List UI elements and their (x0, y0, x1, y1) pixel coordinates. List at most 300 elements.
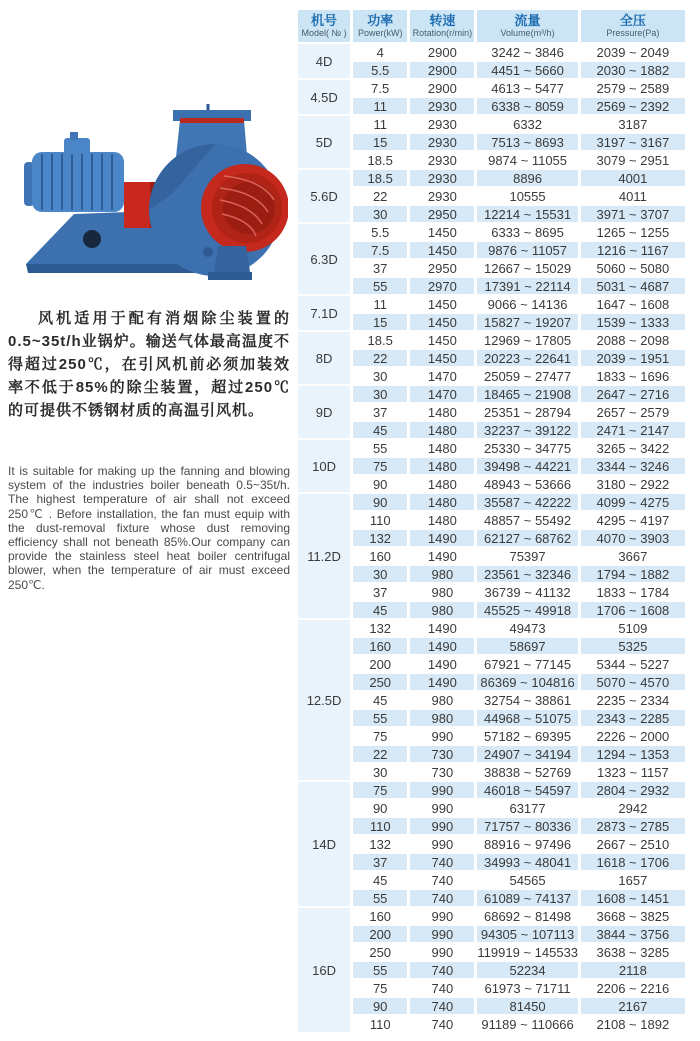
volume-cell: 119919 ~ 145533 (477, 944, 579, 960)
table-header-row (298, 10, 685, 42)
rotation-cell: 740 (431, 980, 454, 996)
column-header-rotation-en: Rotation(r/min) (412, 28, 473, 38)
pressure-cell: 2108 ~ 1892 (596, 1016, 670, 1032)
rotation-cell: 1470 (410, 386, 474, 402)
volume-cell: 6338 ~ 8059 (477, 98, 577, 114)
pressure-cell: 4099 ~ 4275 (581, 494, 685, 510)
description-english: It is suitable for making up the fanning and blowing system of the industries boiler beneath 0.5~35t/h. The highest temperature of air shall not exceed 250℃ . Before installation, the fan must equip with the dust-removal fixture whose dust removing efficiency shall not beneath 85%.Our company can provide the stainless steel heat boiler centrifugal blower, when the temperature of air must exceed 250℃. (8, 464, 290, 592)
rotation-cell: 1450 (427, 224, 457, 240)
volume-cell: 57182 ~ 69395 (483, 728, 572, 744)
rotation-cell: 740 (410, 998, 474, 1014)
column-header-rotation-zh: 转速 (429, 13, 456, 28)
column-header-pressure (581, 10, 685, 42)
rotation-cell: 1480 (410, 422, 474, 438)
pressure-cell: 1657 (618, 872, 648, 888)
power-cell: 90 (353, 998, 407, 1014)
rotation-cell: 1480 (427, 476, 457, 492)
rotation-cell: 990 (410, 926, 474, 942)
table-row (298, 926, 685, 942)
power-cell: 11 (373, 116, 387, 132)
table-row (298, 602, 685, 618)
rotation-cell: 1490 (410, 674, 474, 690)
table-row (298, 944, 685, 960)
table-row (298, 800, 685, 816)
table-row (298, 962, 685, 978)
rotation-cell: 2930 (410, 170, 474, 186)
volume-cell: 34993 ~ 48041 (477, 854, 577, 870)
pressure-cell: 5031 ~ 4687 (581, 278, 685, 294)
rotation-cell: 990 (431, 944, 454, 960)
rotation-cell: 1450 (410, 314, 474, 330)
volume-cell: 46018 ~ 54597 (477, 782, 577, 798)
pressure-cell: 2569 ~ 2392 (581, 98, 685, 114)
power-cell: 250 (369, 944, 392, 960)
pressure-cell: 1618 ~ 1706 (581, 854, 685, 870)
column-header-power-en: Power(kW) (357, 28, 403, 38)
pressure-cell: 3971 ~ 3707 (581, 206, 685, 222)
power-cell: 45 (372, 872, 388, 888)
pressure-cell: 2039 ~ 2049 (596, 44, 670, 60)
power-cell: 132 (369, 836, 392, 852)
table-row (298, 908, 685, 924)
rotation-cell: 2930 (410, 134, 474, 150)
model-cell: 14D (298, 782, 350, 906)
table-row (298, 620, 685, 636)
rotation-cell: 1450 (427, 332, 457, 348)
volume-cell: 71757 ~ 80336 (477, 818, 577, 834)
table-row (298, 404, 685, 420)
pressure-cell: 2804 ~ 2932 (581, 782, 685, 798)
pressure-cell: 2873 ~ 2785 (581, 818, 685, 834)
power-cell: 132 (369, 620, 392, 636)
pressure-cell: 1323 ~ 1157 (596, 764, 669, 780)
volume-cell: 35587 ~ 42222 (477, 494, 577, 510)
pressure-cell: 1294 ~ 1353 (581, 746, 685, 762)
volume-cell: 75397 (509, 548, 546, 564)
table-row (298, 836, 685, 852)
table-row (298, 278, 685, 294)
power-cell: 45 (353, 602, 407, 618)
rotation-cell: 2930 (427, 152, 457, 168)
spec-table-body (298, 44, 685, 1032)
pressure-cell: 2942 (618, 800, 648, 816)
pressure-cell: 1706 ~ 1608 (581, 602, 685, 618)
volume-cell: 48943 ~ 53666 (483, 476, 572, 492)
column-header-model-en: Model( № ) (301, 28, 347, 38)
centrifugal-fan-image (12, 96, 288, 288)
pressure-cell: 1833 ~ 1696 (596, 368, 670, 384)
power-cell: 75 (372, 728, 388, 744)
power-cell: 75 (353, 782, 407, 798)
volume-cell: 81450 (477, 998, 577, 1014)
table-row (298, 782, 685, 798)
volume-cell: 7513 ~ 8693 (477, 134, 577, 150)
table-row (298, 980, 685, 996)
power-cell: 75 (372, 980, 388, 996)
model-cell: 11.2D (298, 494, 350, 618)
table-row (298, 584, 685, 600)
power-cell: 4 (376, 44, 384, 60)
table-row (298, 728, 685, 744)
rotation-cell: 1490 (427, 656, 457, 672)
pressure-cell: 3844 ~ 3756 (581, 926, 685, 942)
power-cell: 45 (353, 422, 407, 438)
volume-cell: 9066 ~ 14136 (487, 296, 568, 312)
pressure-cell: 2030 ~ 1882 (581, 62, 685, 78)
power-cell: 90 (372, 800, 388, 816)
volume-cell: 9874 ~ 11055 (488, 152, 568, 168)
pressure-cell: 1539 ~ 1333 (581, 314, 685, 330)
table-row (298, 530, 685, 546)
volume-cell: 39498 ~ 44221 (477, 458, 577, 474)
model-cell: 5.6D (298, 170, 350, 222)
volume-cell: 63177 (509, 800, 546, 816)
column-header-volume-en: Volume(m³/h) (500, 28, 555, 38)
table-row (298, 890, 685, 906)
power-cell: 200 (353, 926, 407, 942)
model-cell: 6.3D (298, 224, 350, 294)
rotation-cell: 1480 (410, 494, 474, 510)
table-row (298, 458, 685, 474)
power-cell: 55 (372, 440, 388, 456)
power-cell: 75 (353, 458, 407, 474)
power-cell: 132 (353, 530, 407, 546)
pressure-cell: 2667 ~ 2510 (596, 836, 670, 852)
power-cell: 22 (353, 746, 407, 762)
power-cell: 45 (372, 692, 388, 708)
power-cell: 250 (353, 674, 407, 690)
column-header-pressure-zh: 全压 (619, 13, 646, 28)
volume-cell: 61089 ~ 74137 (477, 890, 577, 906)
table-row (298, 476, 685, 492)
pressure-cell: 2647 ~ 2716 (581, 386, 685, 402)
volume-cell: 54565 (509, 872, 546, 888)
table-row (298, 998, 685, 1014)
pressure-cell: 2657 ~ 2579 (596, 404, 670, 420)
table-row (298, 260, 685, 276)
volume-cell: 52234 (477, 962, 577, 978)
left-panel (0, 0, 295, 1041)
power-cell: 37 (372, 584, 388, 600)
table-row (298, 206, 685, 222)
model-cell: 4.5D (298, 80, 350, 114)
volume-cell: 9876 ~ 11057 (477, 242, 577, 258)
pressure-cell: 2088 ~ 2098 (596, 332, 670, 348)
rotation-cell: 990 (410, 782, 474, 798)
volume-cell: 4613 ~ 5477 (491, 80, 564, 96)
table-row (298, 692, 685, 708)
model-cell: 12.5D (298, 620, 350, 780)
rotation-cell: 740 (431, 872, 454, 888)
model-cell: 7.1D (298, 296, 350, 330)
model-cell: 4D (298, 44, 350, 78)
pressure-cell: 1833 ~ 1784 (596, 584, 670, 600)
power-cell: 37 (372, 260, 388, 276)
rotation-cell: 730 (431, 764, 454, 780)
volume-cell: 36739 ~ 41132 (484, 584, 571, 600)
rotation-cell: 2900 (427, 80, 457, 96)
volume-cell: 4451 ~ 5660 (477, 62, 577, 78)
table-row (298, 296, 685, 312)
column-header-volume-zh: 流量 (514, 13, 541, 28)
power-cell: 90 (372, 476, 388, 492)
pressure-cell: 2039 ~ 1951 (581, 350, 685, 366)
rotation-cell: 740 (410, 854, 474, 870)
power-cell: 30 (353, 566, 407, 582)
volume-cell: 3242 ~ 3846 (491, 44, 564, 60)
pressure-cell: 2471 ~ 2147 (581, 422, 685, 438)
power-cell: 18.5 (367, 152, 393, 168)
volume-cell: 32237 ~ 39122 (477, 422, 577, 438)
rotation-cell: 2900 (410, 62, 474, 78)
rotation-cell: 730 (410, 746, 474, 762)
table-row (298, 188, 685, 204)
table-row (298, 386, 685, 402)
volume-cell: 38838 ~ 52769 (483, 764, 572, 780)
power-cell: 37 (353, 854, 407, 870)
pressure-cell: 1216 ~ 1167 (581, 242, 685, 258)
rotation-cell: 980 (410, 602, 474, 618)
volume-cell: 25330 ~ 34775 (483, 440, 572, 456)
rotation-cell: 980 (410, 566, 474, 582)
power-cell: 18.5 (367, 332, 393, 348)
table-row (298, 152, 685, 168)
table-row (298, 818, 685, 834)
power-cell: 110 (369, 512, 391, 528)
power-cell: 55 (353, 710, 407, 726)
volume-cell: 20223 ~ 22641 (477, 350, 577, 366)
rotation-cell: 2930 (427, 116, 457, 132)
pressure-cell: 3265 ~ 3422 (596, 440, 670, 456)
table-row (298, 368, 685, 384)
rotation-cell: 1490 (427, 548, 457, 564)
pressure-cell: 2579 ~ 2589 (596, 80, 670, 96)
table-row (298, 548, 685, 564)
spec-table-container (295, 8, 688, 1034)
volume-cell: 25059 ~ 27477 (483, 368, 572, 384)
power-cell: 22 (353, 350, 407, 366)
power-cell: 160 (369, 548, 392, 564)
volume-cell: 67921 ~ 77145 (483, 656, 572, 672)
table-row (298, 494, 685, 510)
power-cell: 110 (353, 818, 407, 834)
pressure-cell: 5344 ~ 5227 (596, 656, 670, 672)
volume-cell: 6332 (513, 116, 543, 132)
table-row (298, 98, 685, 114)
pressure-cell: 2206 ~ 2216 (596, 980, 670, 996)
pressure-cell: 5325 (581, 638, 685, 654)
pressure-cell: 1647 ~ 1608 (596, 296, 670, 312)
rotation-cell: 1480 (410, 458, 474, 474)
rotation-cell: 740 (410, 962, 474, 978)
rotation-cell: 1450 (410, 242, 474, 258)
rotation-cell: 1490 (427, 620, 457, 636)
power-cell: 11 (373, 296, 387, 312)
column-header-rotation (410, 10, 474, 42)
table-row (298, 422, 685, 438)
volume-cell: 32754 ~ 38861 (483, 692, 572, 708)
rotation-cell: 740 (410, 890, 474, 906)
power-cell: 110 (369, 1016, 391, 1032)
volume-cell: 44968 ~ 51075 (477, 710, 577, 726)
power-cell: 90 (353, 494, 407, 510)
column-header-volume (477, 10, 577, 42)
power-cell: 15 (353, 314, 407, 330)
table-row (298, 512, 685, 528)
power-cell: 55 (353, 278, 407, 294)
rotation-cell: 1470 (427, 368, 457, 384)
table-row (298, 566, 685, 582)
power-cell: 55 (353, 962, 407, 978)
pressure-cell: 1265 ~ 1255 (596, 224, 670, 240)
pressure-cell: 1794 ~ 1882 (581, 566, 685, 582)
rotation-cell: 2900 (427, 44, 457, 60)
volume-cell: 23561 ~ 32346 (477, 566, 577, 582)
table-row (298, 332, 685, 348)
volume-cell: 91189 ~ 110666 (481, 1016, 574, 1032)
volume-cell: 25351 ~ 28794 (483, 404, 572, 420)
pressure-cell: 2118 (581, 962, 685, 978)
rotation-cell: 740 (431, 1016, 454, 1032)
pressure-cell: 3668 ~ 3825 (596, 908, 670, 924)
power-cell: 160 (369, 908, 392, 924)
table-row (298, 134, 685, 150)
model-cell: 10D (298, 440, 350, 492)
model-cell: 8D (298, 332, 350, 384)
table-row (298, 764, 685, 780)
volume-cell: 18465 ~ 21908 (477, 386, 577, 402)
table-row (298, 440, 685, 456)
table-row (298, 314, 685, 330)
rotation-cell: 990 (431, 800, 454, 816)
power-cell: 30 (372, 368, 388, 384)
table-row (298, 116, 685, 132)
pressure-cell: 3638 ~ 3285 (596, 944, 670, 960)
volume-cell: 61973 ~ 71711 (484, 980, 571, 996)
spec-table (295, 8, 688, 1034)
rotation-cell: 1490 (410, 638, 474, 654)
volume-cell: 10555 (509, 188, 546, 204)
volume-cell: 94305 ~ 107113 (477, 926, 577, 942)
table-row (298, 224, 685, 240)
model-cell: 9D (298, 386, 350, 438)
volume-cell: 68692 ~ 81498 (483, 908, 572, 924)
volume-cell: 62127 ~ 68762 (477, 530, 577, 546)
rotation-cell: 1480 (427, 512, 457, 528)
volume-cell: 48857 ~ 55492 (483, 512, 572, 528)
volume-cell: 88916 ~ 97496 (483, 836, 572, 852)
table-row (298, 710, 685, 726)
power-cell: 37 (372, 404, 388, 420)
column-header-power (353, 10, 407, 42)
table-row (298, 80, 685, 96)
rotation-cell: 990 (410, 818, 474, 834)
pressure-cell: 2167 (581, 998, 685, 1014)
pressure-cell: 4001 (581, 170, 685, 186)
power-cell: 11 (353, 98, 407, 114)
table-row (298, 746, 685, 762)
pressure-cell: 1608 ~ 1451 (581, 890, 685, 906)
volume-cell: 12969 ~ 17805 (483, 332, 572, 348)
volume-cell: 6333 ~ 8695 (491, 224, 564, 240)
model-cell: 5D (298, 116, 350, 168)
power-cell: 30 (353, 206, 407, 222)
rotation-cell: 2970 (410, 278, 474, 294)
pressure-cell: 5060 ~ 5080 (596, 260, 670, 276)
power-cell: 160 (353, 638, 407, 654)
volume-cell: 12214 ~ 15531 (477, 206, 577, 222)
pressure-cell: 2226 ~ 2000 (596, 728, 670, 744)
volume-cell: 45525 ~ 49918 (477, 602, 577, 618)
pressure-cell: 3667 (618, 548, 648, 564)
power-cell: 55 (353, 890, 407, 906)
column-header-model (298, 10, 350, 42)
volume-cell: 86369 ~ 104816 (477, 674, 577, 690)
power-cell: 7.5 (353, 242, 407, 258)
rotation-cell: 2950 (427, 260, 457, 276)
pressure-cell: 5109 (618, 620, 648, 636)
power-cell: 200 (369, 656, 392, 672)
power-cell: 30 (353, 386, 407, 402)
table-row (298, 674, 685, 690)
rotation-cell: 2930 (427, 188, 457, 204)
pressure-cell: 3197 ~ 3167 (581, 134, 685, 150)
pressure-cell: 3187 (618, 116, 648, 132)
column-header-power-zh: 功率 (367, 13, 394, 28)
volume-cell: 15827 ~ 19207 (477, 314, 577, 330)
rotation-cell: 980 (431, 692, 454, 708)
rotation-cell: 980 (431, 584, 454, 600)
power-cell: 22 (372, 188, 388, 204)
power-cell: 5.5 (371, 224, 390, 240)
power-cell: 18.5 (353, 170, 407, 186)
model-cell: 16D (298, 908, 350, 1032)
column-header-pressure-en: Pressure(Pa) (606, 28, 660, 38)
pressure-cell: 3079 ~ 2951 (596, 152, 670, 168)
rotation-cell: 990 (431, 836, 454, 852)
rotation-cell: 990 (431, 728, 454, 744)
pressure-cell: 4011 (618, 188, 647, 204)
power-cell: 30 (372, 764, 388, 780)
table-row (298, 854, 685, 870)
rotation-cell: 980 (410, 710, 474, 726)
power-cell: 7.5 (371, 80, 390, 96)
rotation-cell: 2950 (410, 206, 474, 222)
table-row (298, 872, 685, 888)
pressure-cell: 4070 ~ 3903 (581, 530, 685, 546)
pressure-cell: 4295 ~ 4197 (596, 512, 670, 528)
table-row (298, 44, 685, 60)
description-chinese: 风机适用于配有消烟除尘装置的0.5~35t/h业锅炉。输送气体最高温度不得超过250℃，在引风机前必须加装效率不低于85%的除尘装置，超过250℃的可提供不锈钢材质的高温引风机。 (8, 310, 290, 419)
rotation-cell: 1450 (410, 350, 474, 366)
table-row (298, 638, 685, 654)
table-row (298, 1016, 685, 1032)
rotation-cell: 2930 (410, 98, 474, 114)
power-cell: 5.5 (353, 62, 407, 78)
volume-cell: 24907 ~ 34194 (477, 746, 577, 762)
rotation-cell: 1450 (427, 296, 457, 312)
table-row (298, 242, 685, 258)
pressure-cell: 5070 ~ 4570 (581, 674, 685, 690)
pressure-cell: 2343 ~ 2285 (581, 710, 685, 726)
rotation-cell: 1490 (410, 530, 474, 546)
volume-cell: 58697 (477, 638, 577, 654)
table-row (298, 62, 685, 78)
volume-cell: 8896 (477, 170, 577, 186)
rotation-cell: 1480 (427, 404, 457, 420)
volume-cell: 49473 (509, 620, 546, 636)
volume-cell: 17391 ~ 22114 (477, 278, 577, 294)
